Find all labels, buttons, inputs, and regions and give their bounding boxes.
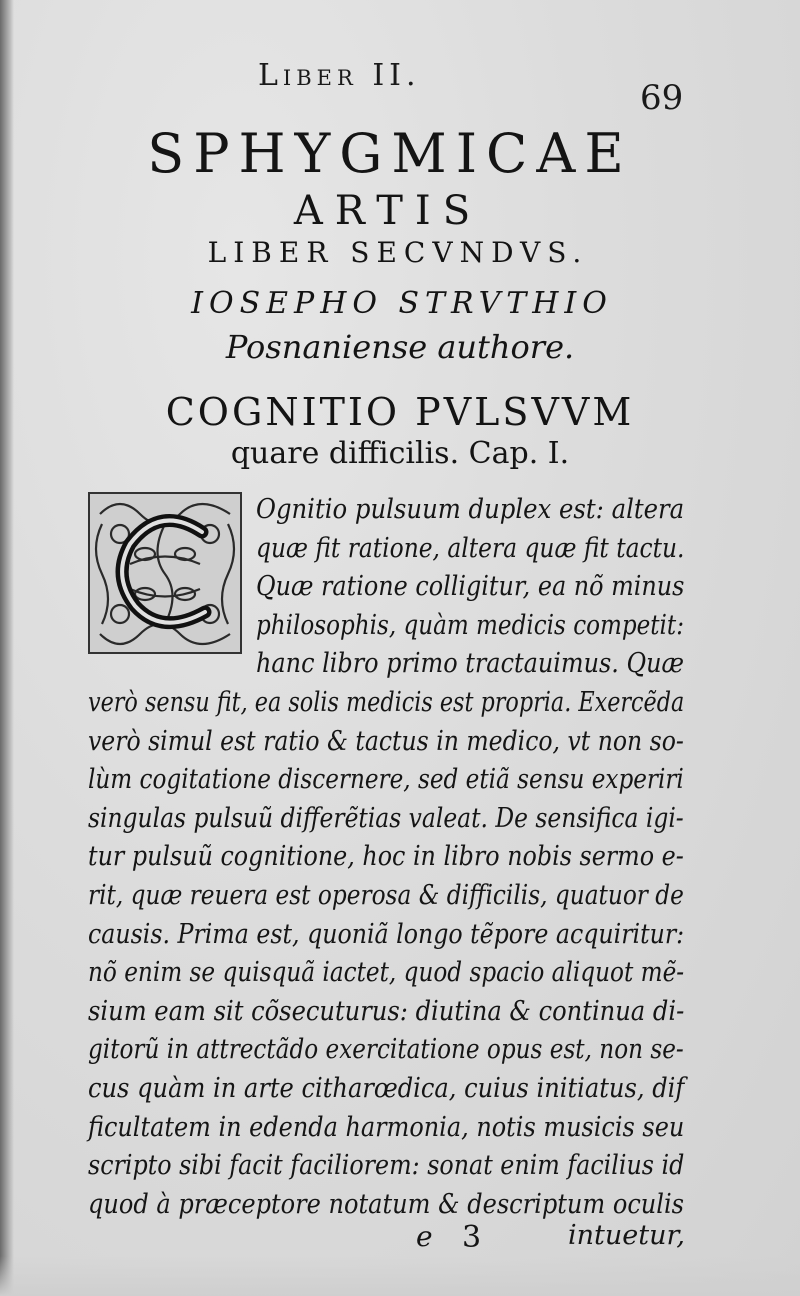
running-title: Liber II. [258,58,421,93]
title-sphygmicae: SPHYGMICAE [147,122,633,185]
page-header [0,58,800,118]
body-text-line: cus quàm in arte citharœdica, cuius initiatus, dif [88,1073,685,1104]
body-text-line: verò sensu fit, ea solis medicis est propria. Exercẽda [88,687,685,718]
body-text-line: verò simul est ratio & tactus in medico, vt non so- [88,725,684,757]
page-number: 69 [640,78,684,118]
signature-mark: e [416,1220,433,1253]
body-text-line: nõ enim se quisquã iactet, quod spacio aliquot mẽ- [88,957,685,989]
body-text-line: quæ fit ratione, altera quæ fit tactu. [256,532,685,564]
author-name: IOSEPHO STRVTHIO [191,286,613,321]
body-text-line: philosophis, quàm medicis competit: [256,609,684,641]
body-text-line: Quæ ratione colligitur, ea nõ minus [256,571,685,603]
chapter-subheading: quare difficilis. Cap. I. [230,436,570,471]
signature-number: 3 [462,1220,482,1255]
body-text-line: scripto sibi facit faciliorem: sonat enim facilius id [88,1150,685,1182]
decorated-initial-c-icon [88,492,242,654]
bottom-edge [0,1256,800,1296]
body-text-line: causis. Prima est, quoniã longo tẽpore acquiritur: [88,918,685,950]
chapter-heading: COGNITIO PVLSVVM [165,390,635,434]
body-text-line: singulas pulsuũ differẽtias valeat. De sensifica igi- [88,802,684,834]
body-text-line: tur pulsuũ cognitione, hoc in libro nobis sermo e- [88,841,684,873]
body-text-line: lùm cogitatione discernere, sed etiã sensu experiri [88,764,684,796]
body-text-line: sium eam sit cõsecuturus: diutina & continua di- [88,995,685,1027]
title-liber-secundus: LIBER SECVNDVS. [207,236,589,269]
title-artis: ARTIS [293,188,483,234]
author-origin: Posnaniense authore. [225,328,575,366]
body-text-line: quod à præceptore notatum & descriptum oculis [88,1188,685,1220]
page-footer [0,1220,800,1260]
catchword: intuetur, [568,1220,686,1251]
body-text-line: ficultatem in edenda harmonia, notis musicis seu [88,1111,685,1143]
body-text-line: hanc libro primo tractauimus. Quæ [256,648,685,680]
body-text-line: gitorũ in attrectãdo exercitatione opus est, non se- [88,1034,684,1066]
body-text-line: rit, quæ reuera est operosa & difficilis, quatuor de [88,880,684,911]
body-text-line: Ognitio pulsuum duplex est: altera [256,494,685,525]
